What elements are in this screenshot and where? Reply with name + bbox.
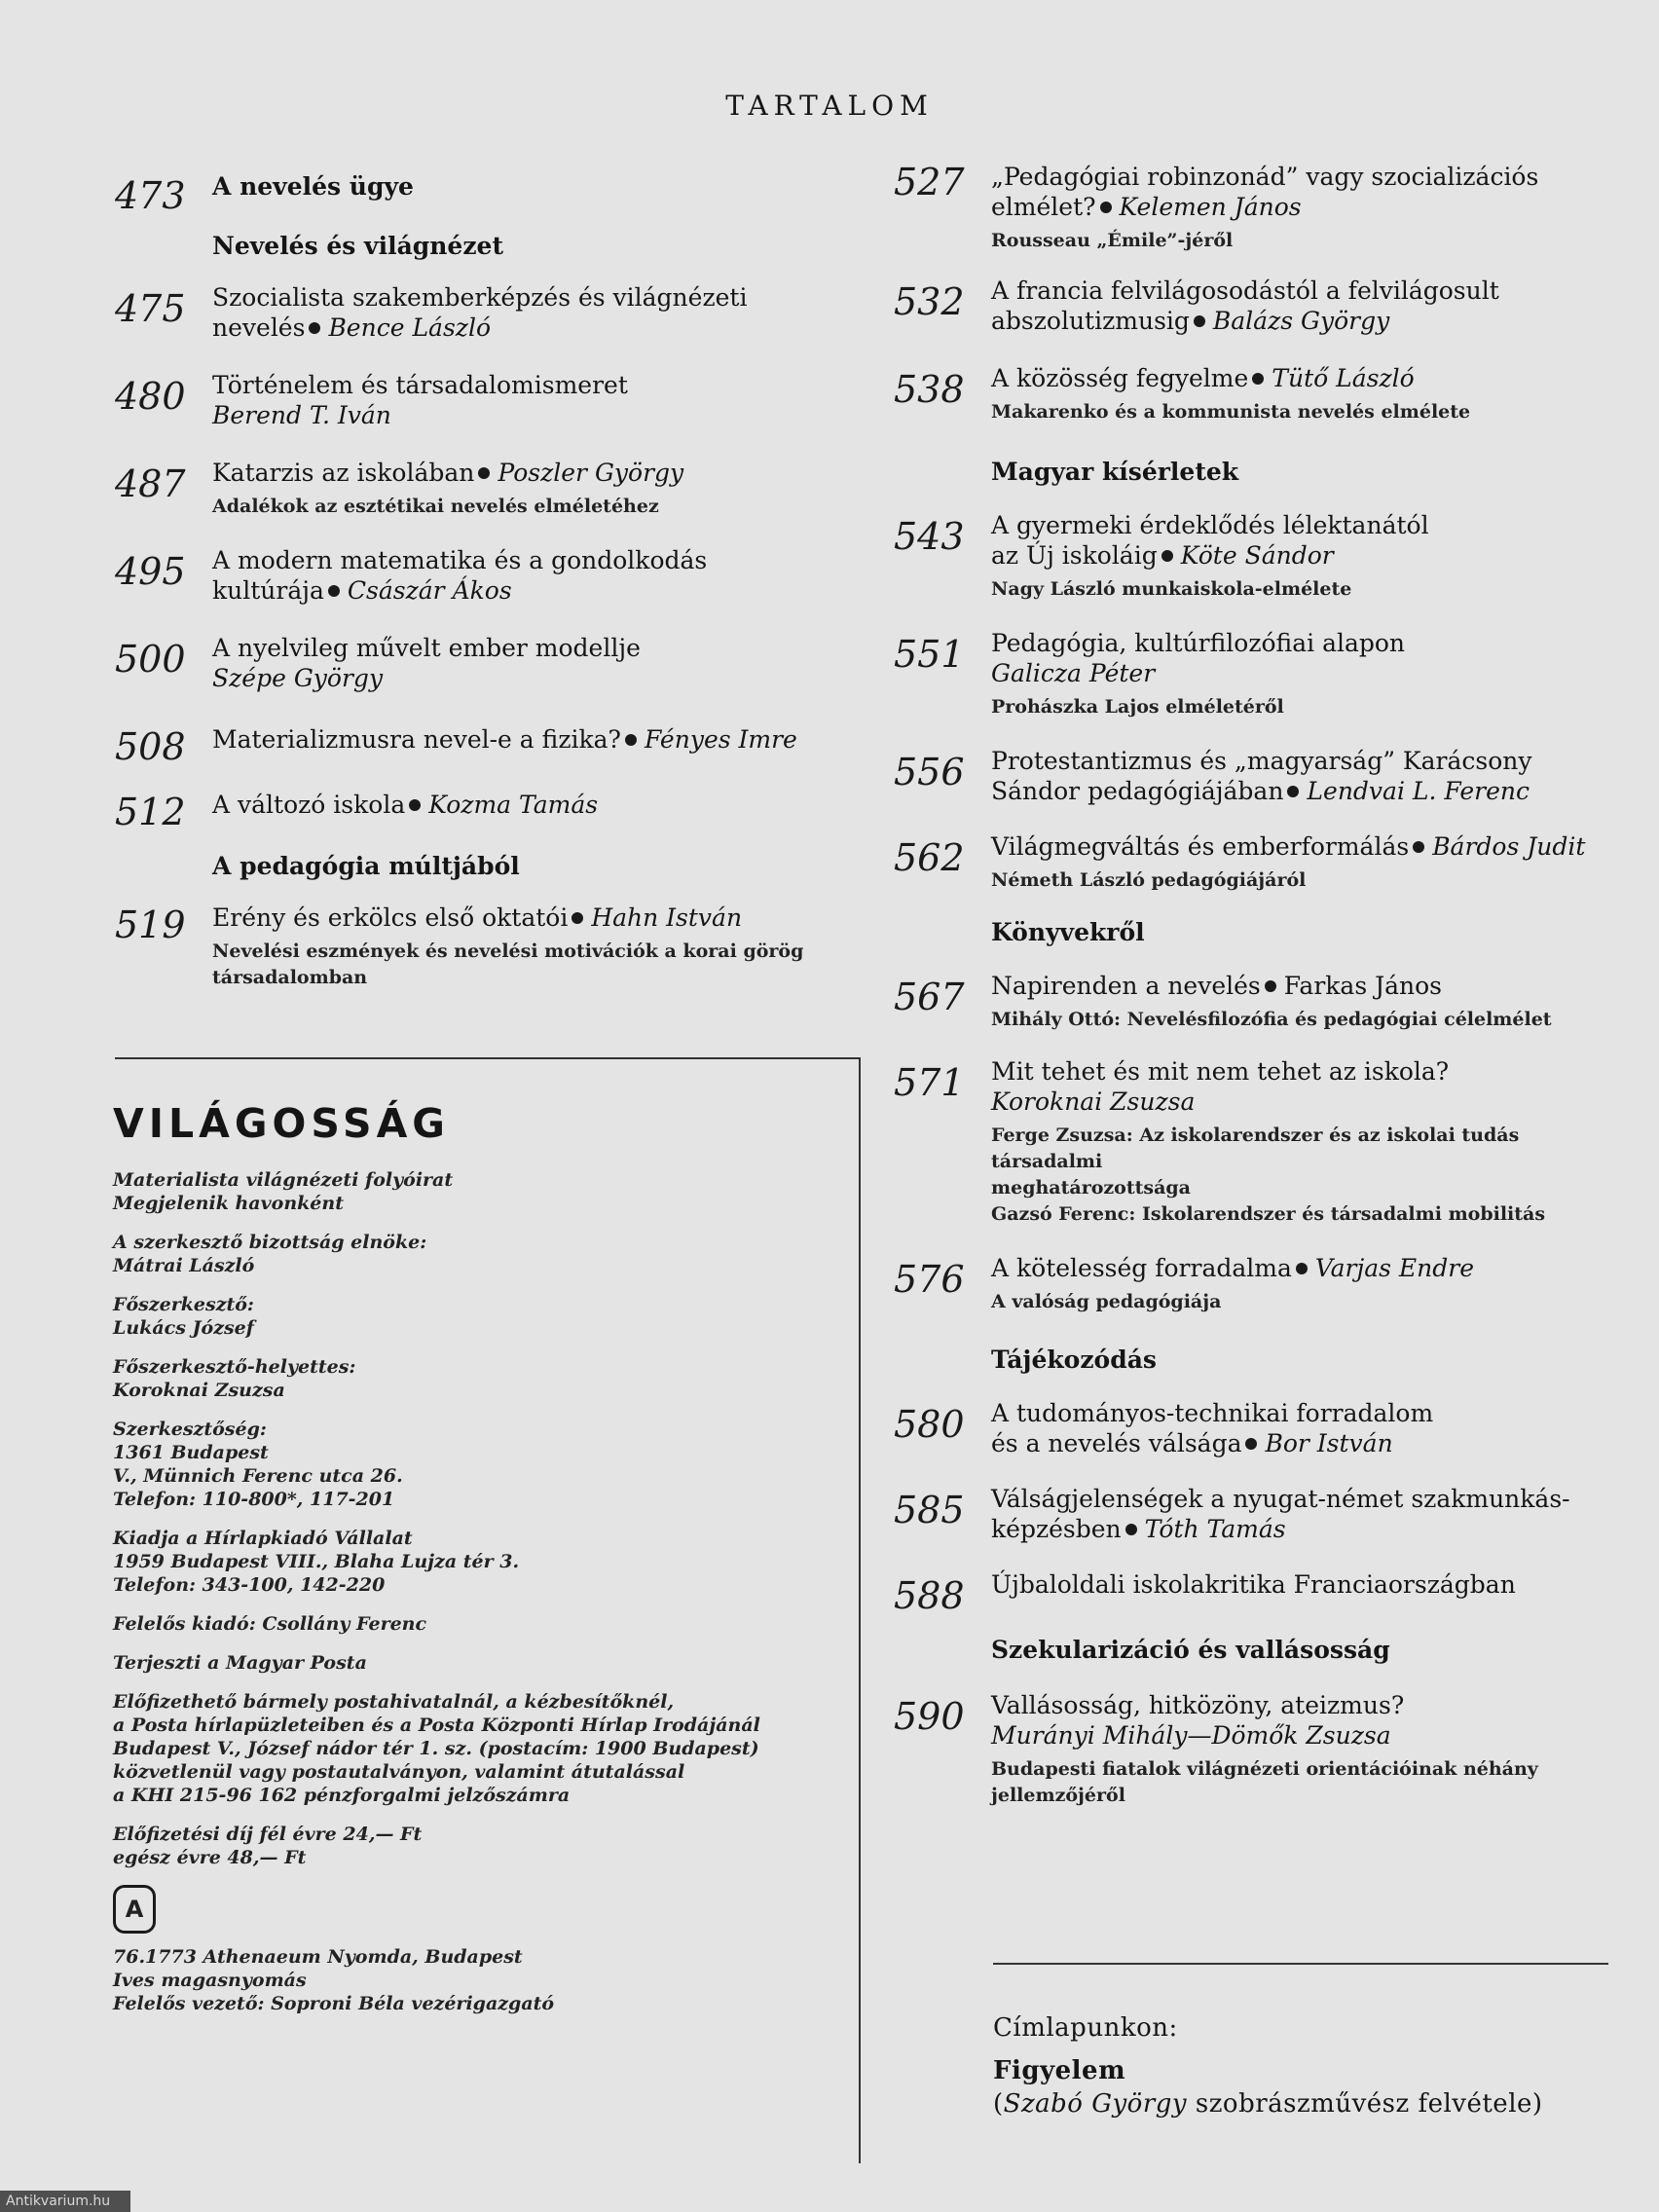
bullet-icon — [1252, 373, 1264, 385]
entry-author: Farkas János — [1283, 972, 1443, 1000]
entry-title: A francia felvilágosodástól a felvilágosult — [991, 276, 1499, 305]
entry-title: Mit tehet és mit nem tehet az iskola? — [991, 1057, 1450, 1086]
page-number: 562 — [894, 836, 965, 879]
cover-note — [993, 2011, 1636, 2120]
divider-horizontal-left — [115, 1057, 859, 1059]
entry-title-line: A közösség fegyelme Tütő László — [991, 364, 1415, 392]
entry-title-cont: képzésben Tóth Tamás — [991, 1515, 1286, 1543]
imprint-description: Materialista világnézeti folyóirat Megjelenik havonként — [113, 1169, 454, 1214]
page-number: 500 — [115, 638, 186, 681]
toc-entry-543[interactable] — [894, 510, 1616, 603]
entry-author: Berend T. Iván — [212, 401, 391, 429]
page-number: 576 — [894, 1258, 965, 1301]
bullet-icon — [1265, 980, 1276, 992]
page-number: 508 — [115, 725, 186, 768]
entry-author: Kozma Tamás — [428, 791, 599, 819]
entry-author: Balázs György — [1212, 307, 1390, 335]
imprint-subscription: Előfizethető bármely postahivatalnál, a kézbesítőknél, a Posta hírlapüzleteiben és a Posta Központi Hírlap Irodájánál Budapest V., József nádor tér 1. sz. (postacím: 1900 Budapest) közvetlenül vagy postautalványon, valamint átutalással a KHI 215-96 162 pénzforgalmi jelzőszámra — [113, 1691, 760, 1806]
section-heading-szekularizacio: Szekularizáció és vallásosság — [991, 1636, 1390, 1664]
entry-title-cont: az Új iskoláig Köte Sándor — [991, 541, 1334, 570]
toc-entry-580[interactable] — [894, 1398, 1616, 1458]
toc-entry-512[interactable] — [115, 790, 865, 833]
toc-entry-571[interactable] — [894, 1056, 1616, 1228]
entry-title-cont: elmélet? Kelemen János — [991, 193, 1302, 221]
bullet-icon — [1100, 202, 1112, 213]
entry-title: Válságjelenségek a nyugat-német szakmunkás- — [991, 1485, 1570, 1513]
entry-author: Tóth Tamás — [1144, 1515, 1286, 1543]
entry-title-cont: és a nevelés válsága Bor István — [991, 1429, 1393, 1457]
bullet-icon — [409, 799, 421, 811]
entry-title-line: Katarzis az iskolában Poszler György — [212, 459, 684, 487]
entry-title: Újbaloldali iskolakritika Franciaországban — [991, 1570, 1516, 1599]
entry-author: Kelemen János — [1119, 193, 1302, 221]
entry-title-line: Napirenden a nevelés Farkas János — [991, 972, 1443, 1000]
toc-entry-500[interactable] — [115, 633, 865, 693]
entry-author: Bor István — [1265, 1429, 1393, 1457]
section-heading-konyvekrol: Könyvekről — [991, 918, 1145, 946]
entry-subtitle: Ferge Zsuzsa: Az iskolarendszer és az iskolai tudás társadalmi meghatározottsága Gazsó Ferenc: Iskolarendszer és társadalmi mobilitás — [991, 1124, 1546, 1225]
entry-title: Szocialista szakemberképzés és világnézeti — [212, 283, 748, 312]
toc-entry-527[interactable] — [894, 162, 1616, 254]
page-number: 571 — [894, 1061, 965, 1104]
entry-author: Galicza Péter — [991, 659, 1156, 687]
entry-author: Tütő László — [1272, 364, 1415, 392]
entry-author: Varjas Endre — [1314, 1254, 1475, 1282]
entry-title: A gyermeki érdeklődés lélektanától — [991, 511, 1429, 539]
cover-title: Figyelem — [993, 2056, 1126, 2085]
entry-author: Fényes Imre — [644, 725, 797, 754]
toc-entry-562[interactable] — [894, 831, 1616, 894]
toc-right-column — [894, 162, 1616, 1809]
divider-vertical — [859, 1057, 861, 2163]
page-title: TARTALOM — [725, 90, 934, 122]
toc-entry-519[interactable] — [115, 903, 865, 991]
entry-title-cont: kultúrája Császár Ákos — [212, 576, 512, 605]
page-number: 551 — [894, 633, 965, 676]
bullet-icon — [1296, 1263, 1308, 1274]
toc-entry-473[interactable] — [115, 171, 865, 217]
bullet-icon — [571, 912, 583, 924]
entry-title: „Pedagógiai robinzonád” vagy szocializációs — [991, 163, 1539, 191]
entry-subtitle: Nevelési eszmények és nevelési motivációk a korai görög társadalomban — [212, 940, 804, 988]
page-number: 585 — [894, 1489, 965, 1531]
page-number: 495 — [115, 550, 186, 593]
entry-title: A tudományos-technikai forradalom — [991, 1399, 1434, 1427]
entry-title: Vallásosság, hitközöny, ateizmus? — [991, 1691, 1405, 1719]
page-number: 590 — [894, 1695, 965, 1738]
page-number: 538 — [894, 368, 965, 411]
bullet-icon — [625, 734, 637, 746]
section-heading-tajekozodas: Tájékozódás — [991, 1346, 1157, 1374]
entry-subtitle: Makarenko és a kommunista nevelés elmélete — [991, 401, 1471, 423]
entry-title-cont: nevelés Bence László — [212, 313, 492, 342]
toc-entry-487[interactable] — [115, 458, 865, 520]
entry-author: Bárdos Judit — [1432, 832, 1586, 861]
section-heading-pedagogia-multjabol: A pedagógia múltjából — [212, 852, 520, 880]
toc-entry-532[interactable] — [894, 276, 1616, 336]
toc-entry-576[interactable] — [894, 1253, 1616, 1315]
entry-author: Szépe György — [212, 664, 384, 692]
entry-subtitle: A valóság pedagógiája — [991, 1291, 1222, 1312]
bullet-icon — [1413, 841, 1424, 853]
page-number: 556 — [894, 751, 965, 793]
page-number: 543 — [894, 515, 965, 558]
toc-entry-556[interactable] — [894, 746, 1616, 806]
imprint-chair: A szerkesztő bizottság elnöke: Mátrai László — [113, 1232, 427, 1276]
entry-title: A modern matematika és a gondolkodás — [212, 546, 708, 574]
imprint-publisher: Kiadja a Hírlapkiadó Vállalat 1959 Budapest VIII., Blaha Lujza tér 3. Telefon: 343-100, 142-220 — [113, 1528, 520, 1596]
page-number: 480 — [115, 375, 186, 418]
cover-credit: (Szabó György szobrászművész felvétele) — [993, 2089, 1543, 2119]
bullet-icon — [478, 467, 490, 479]
imprint-office: Szerkesztőség: 1361 Budapest V., Münnich Ferenc utca 26. Telefon: 110-800*, 117-201 — [113, 1419, 403, 1510]
imprint-printer: 76.1773 Athenaeum Nyomda, Budapest Ives magasnyomás Felelős vezető: Soproni Béla vezérigazgató — [113, 1946, 555, 2014]
entry-subtitle: Budapesti fiatalok világnézeti orientációinak néhány jellemzőjéről — [991, 1758, 1538, 1806]
toc-left-column — [115, 167, 865, 991]
entry-title-cont: Sándor pedagógiájában Lendvai L. Ferenc — [991, 777, 1530, 805]
entry-author: Hahn István — [591, 903, 743, 932]
magazine-name: VILÁGOSSÁG — [113, 1100, 450, 1147]
entry-title-line: Materializmusra nevel-e a fizika? Fényes Imre — [212, 725, 797, 754]
page-number: 475 — [115, 287, 186, 330]
entry-author: Poszler György — [498, 459, 684, 487]
entry-author: Köte Sándor — [1180, 541, 1334, 570]
toc-entry-480[interactable] — [115, 370, 865, 430]
entry-title-cont: abszolutizmusig Balázs György — [991, 307, 1390, 335]
page-number: 567 — [894, 976, 965, 1018]
imprint-responsible-publisher: Felelős kiadó: Csollány Ferenc — [113, 1613, 427, 1635]
toc-entry-495[interactable] — [115, 545, 865, 606]
section-heading-magyar-kiserletek: Magyar kísérletek — [991, 458, 1239, 486]
toc-entry-538[interactable] — [894, 363, 1616, 425]
entry-subtitle: Németh László pedagógiájáról — [991, 869, 1307, 891]
entry-author: Bence László — [328, 313, 492, 342]
page-number: 519 — [115, 903, 186, 946]
page-number: 527 — [894, 161, 965, 203]
entry-subtitle: Rousseau „Émile”-jéről — [991, 230, 1234, 251]
toc-entry-475[interactable] — [115, 282, 865, 343]
page-number: 487 — [115, 462, 186, 505]
entry-subtitle: Mihály Ottó: Nevelésfilozófia és pedagógiai célelmélet — [991, 1009, 1552, 1030]
entry-title-line: Világmegváltás és emberformálás Bárdos Judit — [991, 832, 1586, 861]
imprint-editor: Főszerkesztő: Lukács József — [113, 1294, 254, 1339]
page-number: 473 — [115, 174, 186, 217]
entry-author: Murányi Mihály—Dömők Zsuzsa — [991, 1721, 1391, 1750]
toc-entry-567[interactable] — [894, 971, 1616, 1033]
toc-entry-508[interactable] — [115, 724, 865, 768]
imprint-deputy-editor: Főszerkesztő-helyettes: Koroknai Zsuzsa — [113, 1356, 356, 1401]
imprint-block — [113, 1100, 853, 2031]
section-heading-neveles-es-vilagnezet: Nevelés és világnézet — [212, 232, 503, 260]
bullet-icon — [1287, 786, 1299, 797]
imprint-fee: Előfizetési díj fél évre 24,— Ft egész évre 48,— Ft — [113, 1824, 423, 1868]
toc-entry-585[interactable] — [894, 1484, 1616, 1544]
divider-horizontal-right — [993, 1963, 1608, 1965]
page-number: 512 — [115, 791, 186, 833]
cover-label: Címlapunkon: — [993, 2013, 1178, 2043]
entry-title: A nyelvileg művelt ember modellje — [212, 634, 641, 662]
bullet-icon — [1161, 550, 1173, 562]
bullet-icon — [1125, 1524, 1137, 1535]
entry-title-line: A kötelesség forradalma Varjas Endre — [991, 1254, 1475, 1282]
entry-title: Történelem és társadalomismeret — [212, 371, 628, 399]
entry-title: A nevelés ügye — [212, 172, 414, 201]
entry-author: Császár Ákos — [347, 576, 512, 605]
entry-author: Lendvai L. Ferenc — [1307, 777, 1530, 805]
entry-title: Pedagógia, kultúrfilozófiai alapon — [991, 629, 1406, 657]
imprint-distribution: Terjeszti a Magyar Posta — [113, 1652, 367, 1674]
entry-subtitle: Nagy László munkaiskola-elmélete — [991, 578, 1352, 600]
bullet-icon — [309, 322, 320, 334]
bullet-icon — [1194, 315, 1205, 327]
toc-entry-588[interactable] — [894, 1569, 1616, 1617]
bullet-icon — [328, 585, 340, 597]
page-number: 532 — [894, 280, 965, 323]
entry-subtitle: Prohászka Lajos elméletéről — [991, 696, 1284, 718]
toc-entry-590[interactable] — [894, 1690, 1616, 1809]
entry-subtitle: Adalékok az esztétikai nevelés elméletéhez — [212, 496, 659, 517]
page-number: 588 — [894, 1574, 965, 1617]
entry-author: Koroknai Zsuzsa — [991, 1088, 1196, 1116]
bullet-icon — [1245, 1438, 1257, 1450]
entry-title-line: Erény és erkölcs első oktatói Hahn István — [212, 903, 743, 932]
watermark: Antikvarium.hu — [0, 2191, 130, 2212]
toc-entry-551[interactable] — [894, 628, 1616, 720]
entry-title: Protestantizmus és „magyarság” Karácsony — [991, 747, 1532, 775]
page-number: 580 — [894, 1403, 965, 1446]
athenaeum-logo-icon: A — [113, 1885, 156, 1934]
entry-title-line: A változó iskola Kozma Tamás — [212, 791, 599, 819]
